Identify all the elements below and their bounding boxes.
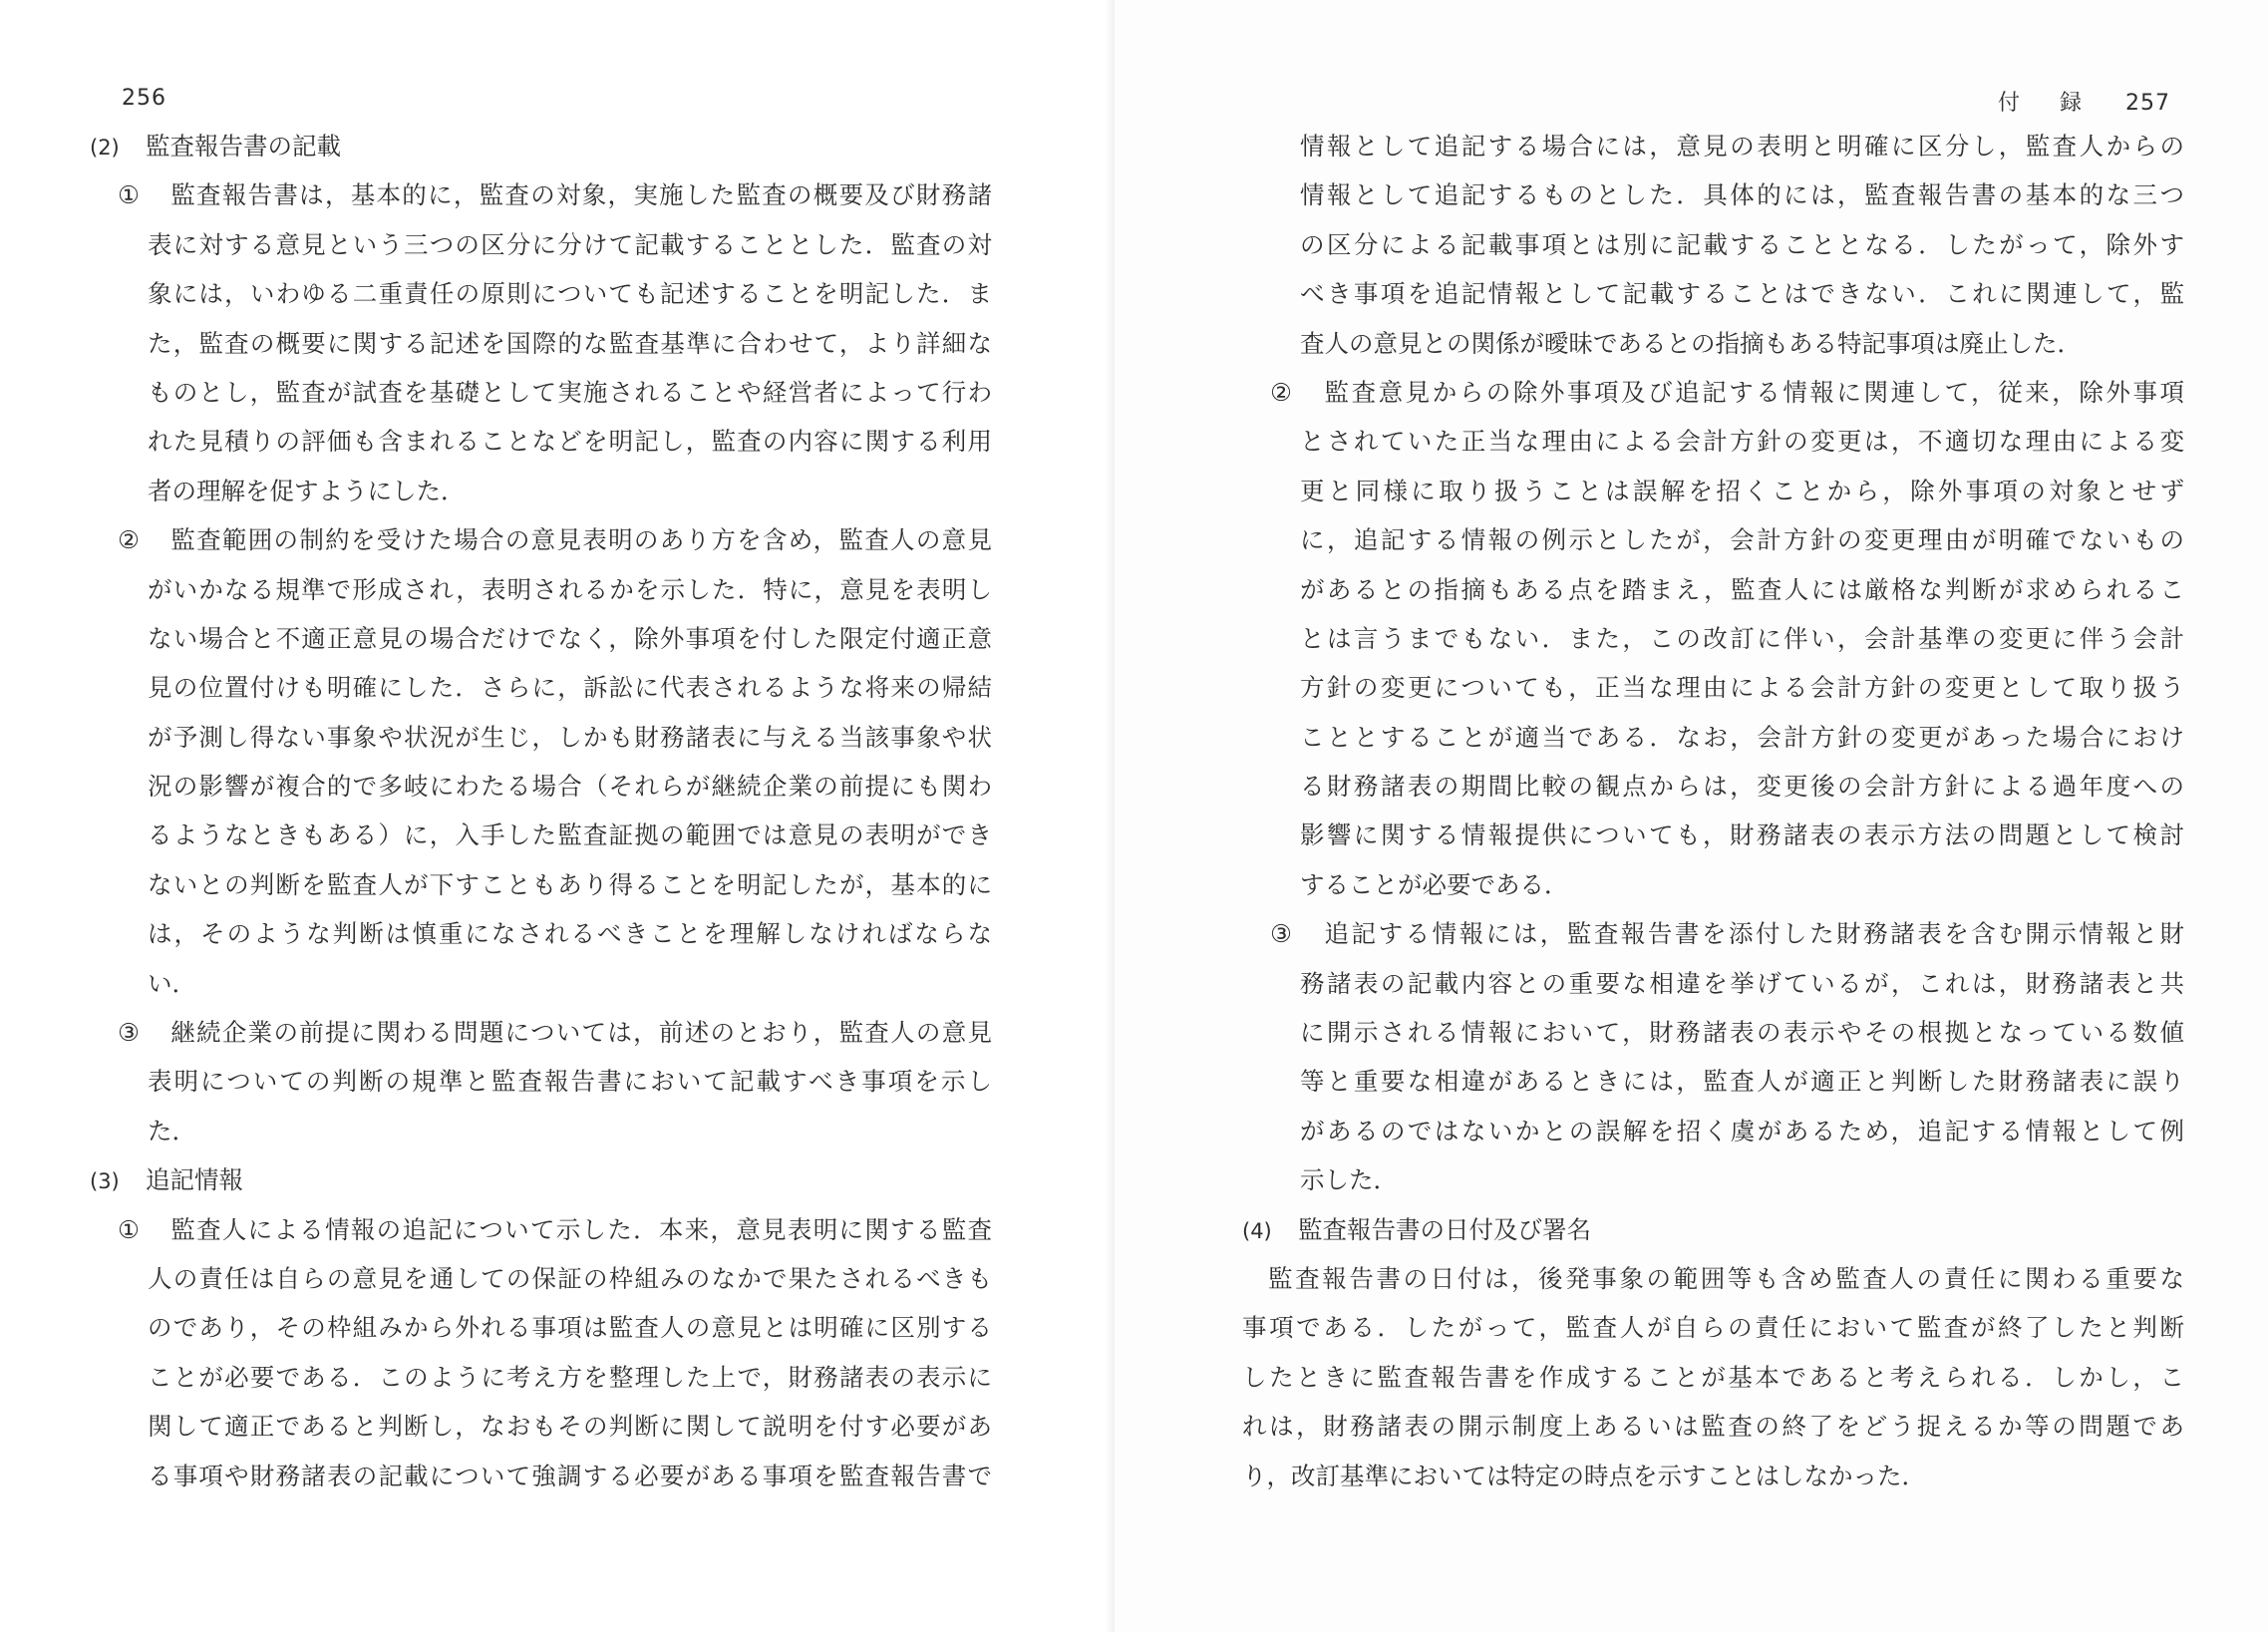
list-item-number: ② [118, 525, 140, 555]
list-item-first-line [90, 1205, 992, 1254]
text-line: 等と重要な相違があるときには，監査人が適正と判断した財務諸表に誤り [1300, 1067, 2184, 1097]
left-page [0, 0, 1115, 1632]
text-line: 表明についての判断の規準と監査報告書において記載すべき事項を示し [148, 1067, 992, 1097]
text-line: することが必要である． [1300, 869, 1569, 899]
list-item-first-line [1242, 909, 2184, 958]
section-title: 追記情報 [146, 1165, 243, 1195]
text-line: た． [148, 1116, 196, 1145]
running-head-label: 付録 [1997, 91, 2121, 116]
list-item-number: ① [118, 1214, 140, 1244]
section-title: 監査報告書の記載 [146, 132, 341, 161]
section-heading [90, 1155, 992, 1204]
list-item-first-line [90, 170, 992, 219]
text-line: 査人の意見との関係が曖昧であるとの指摘もある特記事項は廃止した． [1300, 328, 2082, 358]
list-item-first-line [90, 1008, 992, 1057]
text-line: 監査人による情報の追記について示した．本来，意見表明に関する監査 [169, 1214, 992, 1244]
text-line: こととすることが適当である．なお，会計方針の変更があった場合におけ [1300, 722, 2184, 752]
text-line: ことが必要である．このように考え方を整理した上で，財務諸表の表示に [148, 1362, 992, 1392]
text-line: がいかなる規準で形成され，表明されるかを示した．特に，意見を表明し [148, 574, 992, 604]
text-line: があるとの指摘もある点を踏まえ，監査人には厳格な判断が求められるこ [1300, 574, 2184, 604]
text-line: したときに監査報告書を作成することが基本であると考えられる．しかし，こ [1242, 1362, 2184, 1392]
text-line: い． [148, 968, 196, 998]
text-line: 務諸表の記載内容との重要な相違を挙げているが，これは，財務諸表と共 [1300, 968, 2184, 998]
text-line: 追記する情報には，監査報告書を添付した財務諸表を含む開示情報と財 [1322, 919, 2184, 949]
text-line: れは，財務諸表の開示制度上あるいは監査の終了をどう捉えるか等の問題であ [1242, 1412, 2184, 1442]
text-line: ものとし，監査が試査を基礎として実施されることや経営者によって行わ [148, 377, 992, 407]
section-title: 監査報告書の日付及び署名 [1298, 1214, 1591, 1244]
section-heading [90, 122, 992, 170]
text-line: のであり，その枠組みから外れる事項は監査人の意見とは明確に区別する [148, 1313, 992, 1343]
text-line: に開示される情報において，財務諸表の表示やその根拠となっている数値 [1300, 1018, 2184, 1048]
text-line: は，そのような判断は慎重になされるべきことを理解しなければならな [148, 919, 992, 949]
left-body-text [90, 122, 992, 1500]
section-number: (4) [1242, 1218, 1272, 1243]
text-line: ない場合と不適正意見の場合だけでなく，除外事項を付した限定付適正意 [148, 623, 992, 653]
list-item-number: ② [1270, 377, 1292, 407]
text-line: の区分による記載事項とは別に記載することとなる．したがって，除外す [1300, 229, 2184, 259]
text-line: 方針の変更についても，正当な理由による会計方針の変更として取り扱う [1300, 673, 2184, 703]
text-line: べき事項を追記情報として記載することはできない．これに関連して，監 [1300, 279, 2184, 309]
text-line: とは言うまでもない．また，この改訂に伴い，会計基準の変更に伴う会計 [1300, 623, 2184, 653]
page-number-right: 257 [2125, 91, 2170, 116]
text-line: 監査意見からの除外事項及び追記する情報に関連して，従来，除外事項 [1322, 377, 2184, 407]
text-line: り，改訂基準においては特定の時点を示すことはしなかった． [1242, 1461, 1926, 1490]
text-line: とされていた正当な理由による会計方針の変更は，不適切な理由による変 [1300, 427, 2184, 457]
text-line: 見の位置付けも明確にした．さらに，訴訟に代表されるような将来の帰結 [148, 673, 992, 703]
text-line: 事項である．したがって，監査人が自らの責任において監査が終了したと判断 [1242, 1313, 2184, 1343]
text-line: 情報として追記するものとした．具体的には，監査報告書の基本的な三つ [1300, 180, 2184, 210]
list-item-first-line [1242, 368, 2184, 417]
text-line: があるのではないかとの誤解を招く虞があるため，追記する情報として例 [1300, 1116, 2184, 1145]
text-line: る事項や財務諸表の記載について強調する必要がある事項を監査報告書で [148, 1461, 992, 1490]
right-page [1115, 0, 2268, 1632]
page-number-left: 256 [122, 86, 166, 111]
section-number: (3) [90, 1169, 120, 1194]
text-line: に，追記する情報の例示としたが，会計方針の変更理由が明確でないもの [1300, 525, 2184, 555]
text-line: 況の影響が複合的で多岐にわたる場合（それらが継続企業の前提にも関わ [148, 772, 992, 802]
text-line: るようなときもある）に，入手した監査証拠の範囲では意見の表明ができ [148, 820, 992, 850]
text-line: 示した． [1300, 1165, 1398, 1195]
text-line: る財務諸表の期間比較の観点からは，変更後の会計方針による過年度への [1300, 772, 2184, 802]
text-line: ないとの判断を監査人が下すこともあり得ることを明記したが，基本的に [148, 869, 992, 899]
text-line: 表に対する意見という三つの区分に分けて記載することとした．監査の対 [148, 229, 992, 259]
text-line: 監査報告書は，基本的に，監査の対象，実施した監査の概要及び財務諸 [169, 180, 992, 210]
text-line: が予測し得ない事象や状況が生じ，しかも財務諸表に与える当該事象や状 [148, 722, 992, 752]
section-number: (2) [90, 136, 120, 160]
text-line: 監査範囲の制約を受けた場合の意見表明のあり方を含め，監査人の意見 [169, 525, 992, 555]
list-item-first-line [90, 515, 992, 564]
list-item-number: ③ [118, 1018, 140, 1048]
list-item-number: ③ [1270, 919, 1292, 949]
text-line: 継続企業の前提に関わる問題については，前述のとおり，監査人の意見 [169, 1018, 992, 1048]
text-line: 影響に関する情報提供についても，財務諸表の表示方法の問題として検討 [1300, 820, 2184, 850]
text-line: 者の理解を促すようにした． [148, 476, 466, 505]
text-line: 監査報告書の日付は，後発事象の範囲等も含め監査人の責任に関わる重要な [1268, 1263, 2184, 1293]
text-line: 関して適正であると判断し，なおもその判断に関して説明を付す必要があ [148, 1412, 992, 1442]
section-heading [1242, 1205, 2184, 1254]
text-line: 人の責任は自らの意見を通しての保証の枠組みのなかで果たされるべきも [148, 1263, 992, 1293]
text-line: 情報として追記する場合には，意見の表明と明確に区分し，監査人からの [1300, 132, 2184, 161]
right-body-text [1242, 122, 2184, 1500]
list-item-number: ① [118, 180, 140, 210]
text-line: 象には，いわゆる二重責任の原則についても記述することを明記した．ま [148, 279, 992, 309]
text-line: れた見積りの評価も含まれることなどを明記し，監査の内容に関する利用 [148, 427, 992, 457]
text-line: た，監査の概要に関する記述を国際的な監査基準に合わせて，より詳細な [148, 328, 992, 358]
text-line: 更と同様に取り扱うことは誤解を招くことから，除外事項の対象とせず [1300, 476, 2184, 505]
running-head-right [1998, 86, 2170, 117]
